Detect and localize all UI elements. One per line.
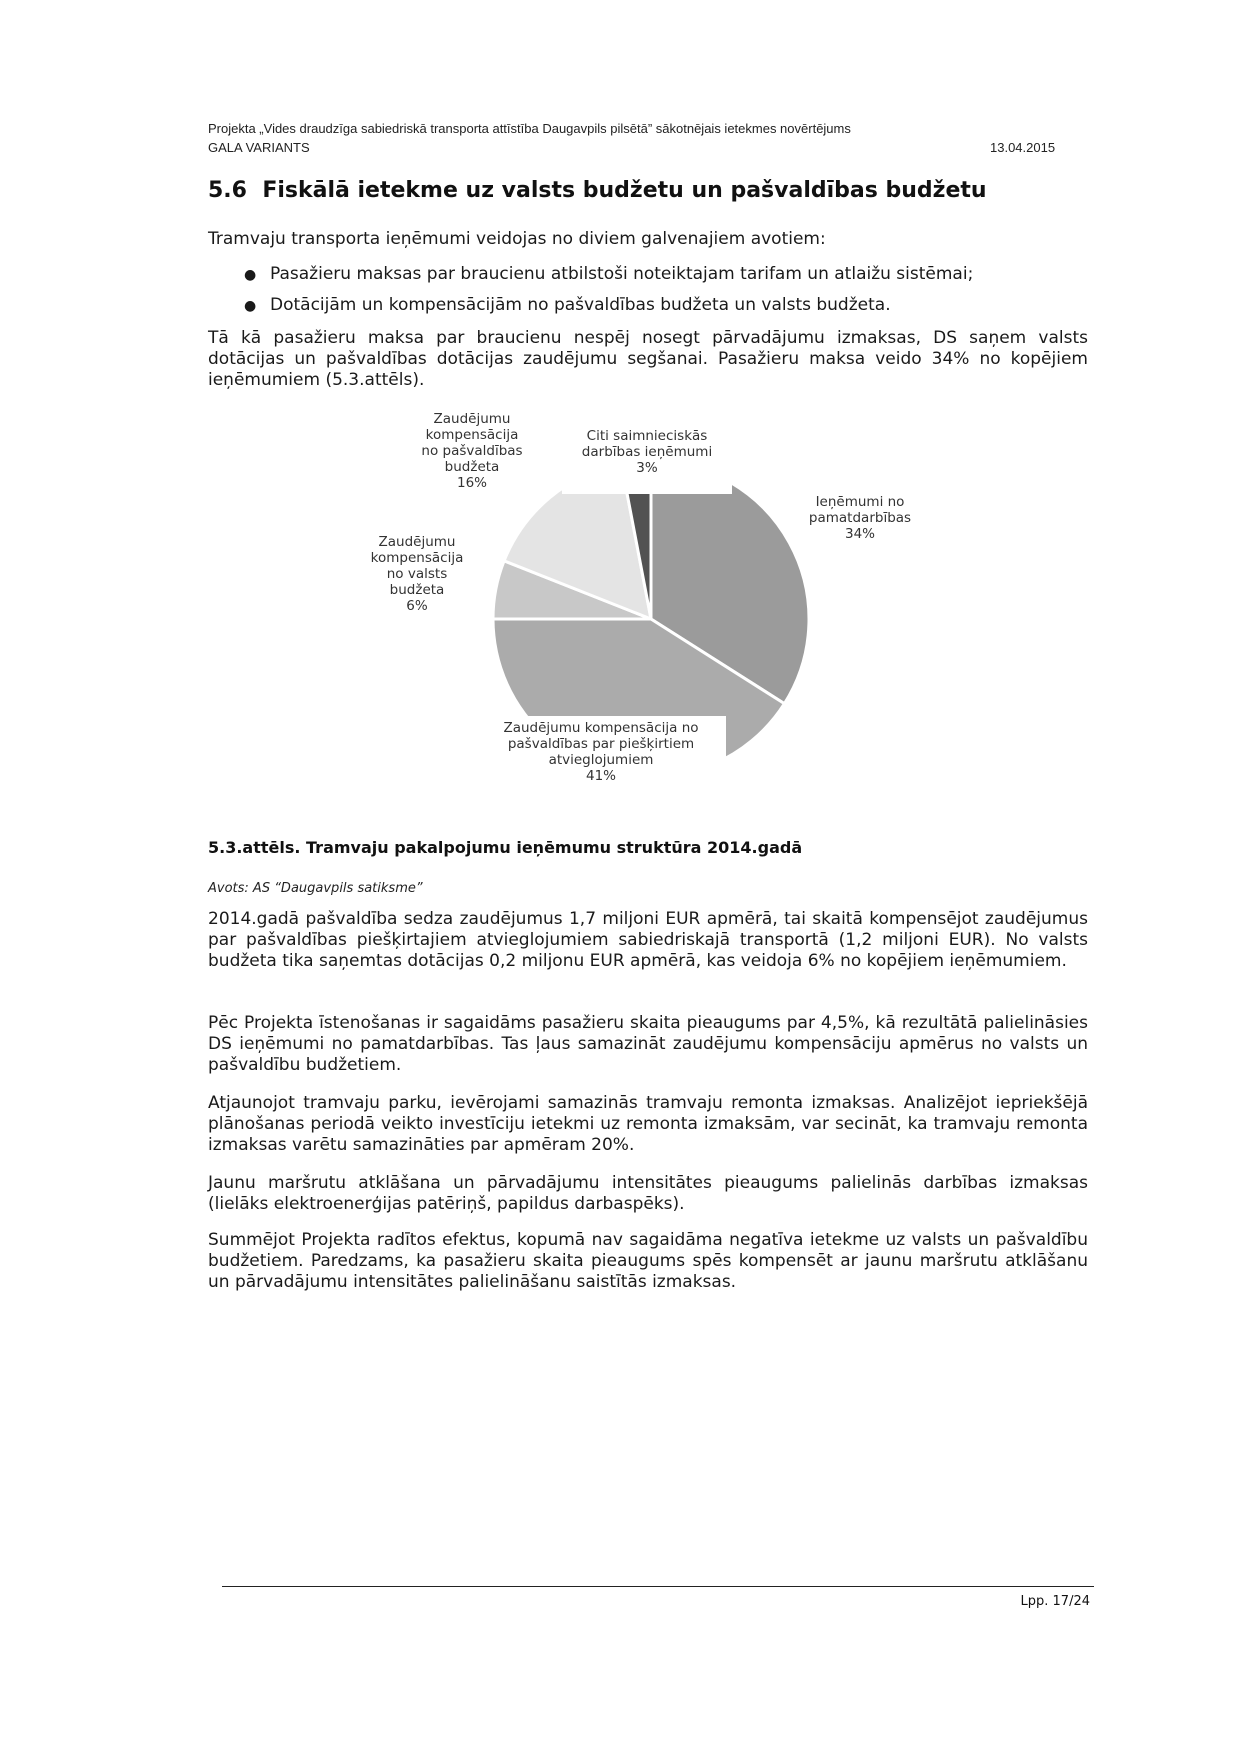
- body-paragraph-1: 2014.gadā pašvaldība sedza zaudējumus 1,7 miljoni EUR apmērā, tai skaitā kompensējot zaudējumus par pašvaldības piešķirtajiem atvieglojumiem sabiedriskajā transportā (1,2 miljoni EUR). No valsts budžeta tika saņemtas dotācijas 0,2 miljonu EUR apmērā, kas veidoja 6% no kopējiem ieņēmumiem.: [208, 909, 1088, 971]
- body-paragraph-3: Atjaunojot tramvaju parku, ievērojami samazinās tramvaju remonta izmaksas. Analizējot iepriekšējā plānošanas periodā veikto investīciju ietekmi uz remonta izmaksām, var secināt, ka tramvaju remonta izmaksas varētu samazināties par apmēram 20%.: [208, 1093, 1088, 1155]
- body-paragraph-5: Summējot Projekta radītos efektus, kopumā nav sagaidāma negatīva ietekme uz valsts un pašvaldību budžetiem. Paredzams, ka pasažieru skaita pieaugums spēs kompensēt ar jaunu maršrutu atklāšanu un pārvadājumu intensitātes palielināšanu saistītās izmaksas.: [208, 1230, 1088, 1292]
- running-header-title: Projekta „Vides draudzīga sabiedriskā transporta attīstība Daugavpils pilsētā” sākotnējais ietekmes novērtējums: [208, 121, 851, 136]
- label-pamatdarbiba: Ieņēmumi no pamatdarbības 34%: [800, 494, 920, 542]
- bullet-text: Pasažieru maksas par braucienu atbilstoši noteiktajam tarifam un atlaižu sistēmai;: [270, 264, 974, 284]
- intro-paragraph: Tā kā pasažieru maksa par braucienu nespēj nosegt pārvadājumu izmaksas, DS saņem valsts dotācijas un pašvaldības dotācijas zaudējumu segšanai. Pasažieru maksa veido 34% no kopējiem ieņēmumiem (5.3.attēls).: [208, 328, 1088, 390]
- label-pasvaldibas-budzets: Zaudējumu kompensācija no pašvaldības budžeta 16%: [411, 409, 533, 493]
- label-atvieglojumi: Zaudējumu kompensācija no pašvaldības par piešķirtiem atvieglojumiem 41%: [476, 716, 726, 804]
- label-valsts-budzets: Zaudējumu kompensācija no valsts budžeta 6%: [362, 534, 472, 614]
- body-paragraph-2: Pēc Projekta īstenošanas ir sagaidāms pasažieru skaita pieaugums par 4,5%, kā rezultātā palielināsies DS ieņēmumi no pamatdarbības. Tas ļaus samazināt zaudējumu kompensāciju apmērus no valsts un pašvaldību budžetiem.: [208, 1013, 1088, 1075]
- section-heading: [208, 178, 987, 203]
- running-header-version: GALA VARIANTS: [208, 140, 310, 155]
- bullet-text: Dotācijām un kompensācijām no pašvaldības budžeta un valsts budžeta.: [270, 295, 891, 315]
- bullet-item: [244, 264, 1104, 286]
- section-number: 5.6: [208, 178, 247, 203]
- bullet-icon: ●: [244, 298, 257, 314]
- label-citi-ienemumi: Citi saimnieciskās darbības ieņēmumi 3%: [562, 424, 732, 494]
- bullet-icon: ●: [244, 267, 257, 283]
- page-number: Lpp. 17/24: [1020, 1594, 1090, 1609]
- intro-lead: Tramvaju transporta ieņēmumi veidojas no diviem galvenajiem avotiem:: [208, 229, 826, 249]
- section-title: Fiskālā ietekme uz valsts budžetu un pašvaldības budžetu: [262, 178, 987, 203]
- running-header-date: 13.04.2015: [990, 140, 1056, 155]
- bullet-item: [244, 295, 1104, 317]
- figure-caption: 5.3.attēls. Tramvaju pakalpojumu ieņēmumu struktūra 2014.gadā: [208, 838, 803, 857]
- footer-rule: [222, 1586, 1094, 1587]
- body-paragraph-4: Jaunu maršrutu atklāšana un pārvadājumu intensitātes pieaugums palielinās darbības izmaksas (lielāks elektroenerģijas patēriņš, papildus darbaspēks).: [208, 1173, 1088, 1214]
- figure-source: Avots: AS “Daugavpils satiksme”: [208, 881, 423, 896]
